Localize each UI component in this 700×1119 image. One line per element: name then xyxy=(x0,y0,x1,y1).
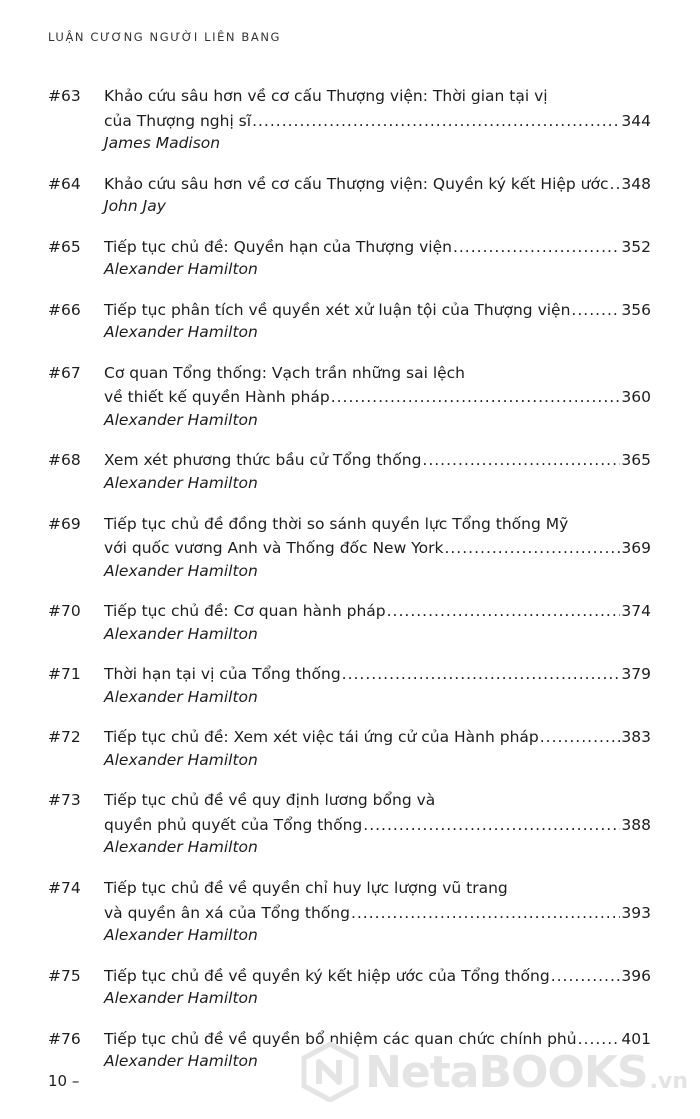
page-ref: 379 xyxy=(621,665,651,684)
toc-entry[interactable] xyxy=(48,448,651,493)
page-ref: 356 xyxy=(621,300,651,319)
author-name: Alexander Hamilton xyxy=(104,989,258,1008)
author-name: Alexander Hamilton xyxy=(104,323,258,342)
toc-title-line: Tiếp tục chủ đề: Quyền hạn của Thượng viện ..... 352 xyxy=(104,235,651,260)
page-ref: 383 xyxy=(621,728,651,747)
toc-entry[interactable] xyxy=(48,788,651,857)
toc-entry[interactable] xyxy=(48,84,651,153)
toc-title-line: Tiếp tục chủ đề: Cơ quan hành pháp ..... 374 xyxy=(104,599,651,624)
page-ref: 396 xyxy=(621,966,651,985)
chapter-number: #64 xyxy=(48,174,81,193)
dot-leader xyxy=(351,901,620,926)
dot-leader xyxy=(252,109,620,134)
chapter-number: #69 xyxy=(48,514,81,533)
page-ref: 360 xyxy=(621,388,651,407)
author-name: Alexander Hamilton xyxy=(104,473,258,492)
toc-entry[interactable] xyxy=(48,599,651,644)
toc-title-line: Tiếp tục chủ đề về quyền chỉ huy lực lượng vũ trang xyxy=(104,879,508,898)
dot-leader xyxy=(342,662,621,687)
author-name: Alexander Hamilton xyxy=(104,1052,258,1071)
toc-title-line: Tiếp tục chủ đề về quyền bổ nhiệm các quan chức chính phủ ..... 401 xyxy=(104,1027,651,1052)
toc-title-line: Tiếp tục chủ đề đồng thời so sánh quyền lực Tổng thống Mỹ xyxy=(104,514,569,533)
toc-title-line: Xem xét phương thức bầu cử Tổng thống ..... 365 xyxy=(104,448,651,473)
author-name: John Jay xyxy=(104,197,166,216)
toc-title-line: Tiếp tục chủ đề về quyền ký kết hiệp ước của Tổng thống ..... 396 xyxy=(104,964,651,989)
dot-leader xyxy=(551,964,621,989)
toc-title-line: quyền phủ quyết của Tổng thống ..... 388 xyxy=(104,813,651,838)
chapter-number: #73 xyxy=(48,791,81,810)
page-ref: 365 xyxy=(621,451,651,470)
author-name: Alexander Hamilton xyxy=(104,750,258,769)
chapter-number: #76 xyxy=(48,1029,81,1048)
author-name: Alexander Hamilton xyxy=(104,926,258,945)
toc-title-line: Cơ quan Tổng thống: Vạch trần những sai lệch xyxy=(104,363,466,382)
author-name: Alexander Hamilton xyxy=(104,561,258,580)
watermark-brand: NetaBOOKS xyxy=(365,1046,648,1098)
chapter-number: #63 xyxy=(48,87,81,105)
toc-title-line: Khảo cứu sâu hơn về cơ cấu Thượng viện: Quyền ký kết Hiệp ước ..... 348 xyxy=(104,172,651,197)
author-name: Alexander Hamilton xyxy=(104,624,258,643)
toc-title-line: Tiếp tục chủ đề: Xem xét việc tái ứng cử của Hành pháp ..... 383 xyxy=(104,725,651,750)
author-name: James Madison xyxy=(104,134,221,152)
dot-leader xyxy=(387,599,621,624)
dot-leader xyxy=(571,298,620,323)
toc-title-line: với quốc vương Anh và Thống đốc New York ..... 369 xyxy=(104,536,651,561)
author-name: Alexander Hamilton xyxy=(104,410,258,429)
watermark xyxy=(301,1042,688,1102)
dot-leader xyxy=(331,385,621,410)
chapter-number: #74 xyxy=(48,879,81,898)
page-number: 10 – xyxy=(48,1072,80,1090)
toc-title-line: và quyền ân xá của Tổng thống ..... 393 xyxy=(104,901,651,926)
page-ref: 401 xyxy=(621,1029,651,1048)
running-header: LUẬN CƯƠNG NGƯỜI LIÊN BANG xyxy=(48,30,282,44)
page-ref: 374 xyxy=(621,602,651,621)
dot-leader xyxy=(610,172,621,197)
page-ref: 352 xyxy=(621,237,651,256)
chapter-number: #66 xyxy=(48,300,81,319)
dot-leader xyxy=(540,725,621,750)
netabooks-logo-icon xyxy=(301,1042,359,1102)
toc-title-line: Khảo cứu sâu hơn về cơ cấu Thượng viện: Thời gian tại vị xyxy=(104,87,548,105)
author-name: Alexander Hamilton xyxy=(104,260,258,279)
toc-entry[interactable] xyxy=(48,725,651,770)
author-name: Alexander Hamilton xyxy=(104,687,258,706)
author-name: Alexander Hamilton xyxy=(104,838,258,857)
page-ref: 344 xyxy=(621,111,651,130)
toc-entry[interactable] xyxy=(48,512,651,581)
watermark-tld: .vn xyxy=(649,1069,688,1094)
chapter-number: #68 xyxy=(48,451,81,470)
toc-entry[interactable] xyxy=(48,298,651,343)
page-ref: 348 xyxy=(621,174,651,193)
dot-leader xyxy=(444,536,620,561)
page-ref: 388 xyxy=(621,815,651,834)
page-ref: 393 xyxy=(621,903,651,922)
table-of-contents xyxy=(48,84,651,1090)
toc-title-line: về thiết kế quyền Hành pháp ..... 360 xyxy=(104,385,651,410)
dot-leader xyxy=(422,448,620,473)
toc-entry[interactable] xyxy=(48,876,651,945)
toc-entry[interactable] xyxy=(48,235,651,280)
chapter-number: #71 xyxy=(48,665,81,684)
chapter-number: #75 xyxy=(48,966,81,985)
chapter-number: #72 xyxy=(48,728,81,747)
chapter-number: #65 xyxy=(48,237,81,256)
toc-entry[interactable] xyxy=(48,172,651,217)
toc-entry[interactable] xyxy=(48,361,651,430)
page-ref: 369 xyxy=(621,539,651,558)
toc-entry[interactable] xyxy=(48,662,651,707)
toc-title-line: Tiếp tục phân tích về quyền xét xử luận tội của Thượng viện ..... 356 xyxy=(104,298,651,323)
dot-leader xyxy=(453,235,620,260)
chapter-number: #70 xyxy=(48,602,81,621)
toc-title-line: Tiếp tục chủ đề về quy định lương bổng và xyxy=(104,791,436,810)
dot-leader xyxy=(363,813,620,838)
toc-title-line: Thời hạn tại vị của Tổng thống ..... 379 xyxy=(104,662,651,687)
toc-entry[interactable] xyxy=(48,964,651,1009)
chapter-number: #67 xyxy=(48,363,81,382)
toc-title-line: của Thượng nghị sĩ ..... 344 xyxy=(104,109,651,134)
